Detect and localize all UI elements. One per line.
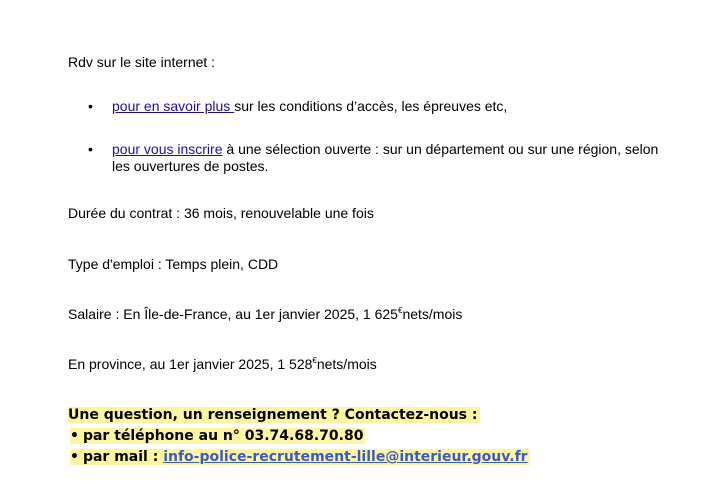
duree-contrat: Durée du contrat : 36 mois, renouvelable une fois — [68, 205, 374, 221]
salaire-province: En province, au 1er janvier 2025, 1 528€nets/mois — [68, 356, 377, 372]
euro-sign: € — [397, 306, 403, 315]
contact-heading: Une question, un renseignement ? Contactez-nous : — [68, 407, 478, 423]
savoir-plus-link[interactable]: pour en savoir plus — [112, 98, 235, 114]
list-item-text: sur les conditions d’accès, les épreuves etc, — [234, 98, 508, 114]
list-item-text: à une sélection ouverte : sur un département ou sur une région, selon les ouvertures de postes. — [112, 141, 659, 174]
contact-mail: • par mail : info-police-recrutement-lille@interieur.gouv.fr — [70, 449, 528, 465]
mail-link[interactable]: info-police-recrutement-lille@interieur.gouv.fr — [163, 449, 528, 465]
salaire-idf: Salaire : En Île-de-France, au 1er janvier 2025, 1 625€nets/mois — [68, 306, 463, 322]
bullet-icon: • — [70, 428, 79, 444]
contact-phone: • par téléphone au n° 03.74.68.70.80 — [70, 428, 364, 444]
bullet-icon: • — [70, 449, 79, 465]
bullet-icon: • — [88, 98, 93, 114]
euro-sign: € — [312, 356, 317, 365]
inscrire-link[interactable]: pour vous inscrire — [112, 141, 223, 157]
bullet-icon: • — [88, 141, 93, 157]
intro-text: Rdv sur le site internet : — [68, 54, 216, 70]
type-emploi: Type d'emploi : Temps plein, CDD — [68, 256, 279, 272]
